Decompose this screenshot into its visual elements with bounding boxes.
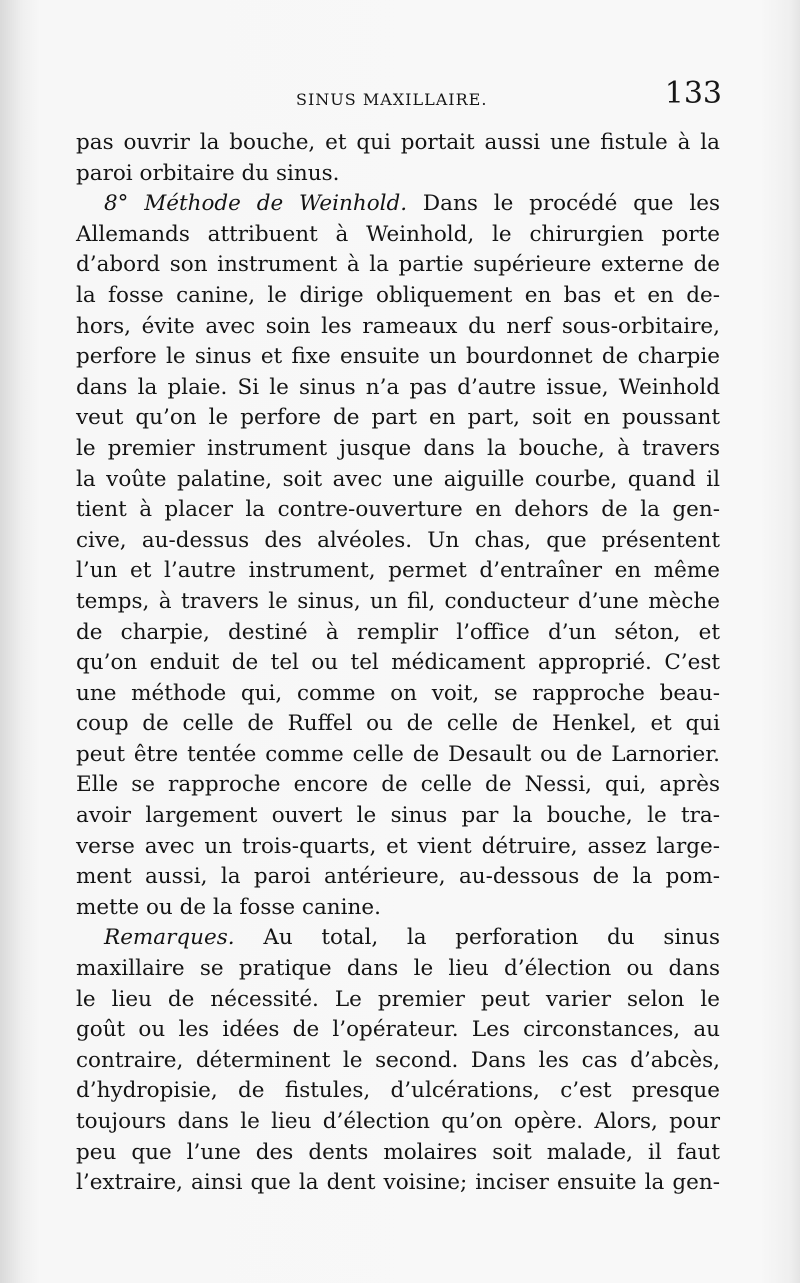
body-text [76,128,720,1199]
text-line: verse avec un trois-quarts, et vient détruire, assez large- [76,833,720,859]
text-line: peut être tentée comme celle de Desault ou de Larnorier. [76,741,720,767]
text-line: Elle se rapproche encore de celle de Nessi, qui, après [76,772,720,798]
text-line: veut qu’on le perfore de part en part, soit en poussant [76,405,720,431]
text-line: coup de celle de Ruffel ou de celle de Henkel, et qui [76,711,720,737]
text-line: d’abord son instrument à la partie supérieure externe de [76,252,720,278]
text-line: contraire, déterminent le second. Dans les cas d’abcès, [76,1047,720,1073]
text-line: qu’on enduit de tel ou tel médicament approprié. C’est [76,650,720,676]
text-line: la voûte palatine, soit avec une aiguille courbe, quand il [76,466,720,492]
text-line: le premier instrument jusque dans la bouche, à travers [76,435,720,461]
text-line: d’hydropisie, de fistules, d’ulcérations, c’est presque [76,1078,720,1104]
text-line: goût ou les idées de l’opérateur. Les circonstances, au [76,1017,720,1043]
text-line: mette ou de la fosse canine. [76,894,381,920]
text-line: dans la plaie. Si le sinus n’a pas d’autre issue, Weinhold [76,374,720,400]
text-line: une méthode qui, comme on voit, se rapproche beau- [76,680,720,706]
text-line: peu que l’une des dents molaires soit malade, il faut [76,1139,720,1165]
text-line: de charpie, destiné à remplir l’office d’un séton, et [76,619,720,645]
text-line: toujours dans le lieu d’élection qu’on opère. Alors, pour [76,1109,720,1134]
text-line: paroi orbitaire du sinus. [76,160,340,186]
text-line: la fosse canine, le dirige obliquement en bas et en de- [76,282,720,308]
page-number: 133 [664,76,722,111]
text-line: cive, au-dessus des alvéoles. Un chas, que présentent [76,527,720,553]
text-line: 8° Méthode de Weinhold. Dans le procédé que les [104,191,720,217]
text-line: le lieu de nécessité. Le premier peut varier selon le [76,986,720,1012]
text-line: hors, évite avec soin les rameaux du nerf sous-orbitaire, [76,313,720,339]
page-header [76,76,722,111]
section-heading-remarques: Remarques. [104,925,235,951]
text-line: Allemands attribuent à Weinhold, le chirurgien porte [76,221,720,247]
text-line: avoir largement ouvert le sinus par la bouche, le tra- [76,803,720,829]
text-line: pas ouvrir la bouche, et qui portait aussi une fistule à la [76,130,720,155]
text-line: Remarques. Au total, la perforation du sinus [104,925,720,951]
text-line: temps, à travers le sinus, un fil, conducteur d’une mèche [76,588,720,614]
text-line: perfore le sinus et fixe ensuite un bourdonnet de charpie [76,344,720,370]
text-line: tient à placer la contre-ouverture en dehors de la gen- [76,497,720,523]
text-line: maxillaire se pratique dans le lieu d’élection ou dans [76,956,720,982]
text-line: ment aussi, la paroi antérieure, au-dessous de la pom- [76,864,720,890]
text-line: l’extraire, ainsi que la dent voisine; inciser ensuite la gen- [76,1170,720,1196]
section-heading-weinhold: 8° Méthode de Weinhold. [104,191,408,217]
running-title: SINUS MAXILLAIRE. [296,90,488,109]
text-line: l’un et l’autre instrument, permet d’entraîner en même [76,558,720,584]
